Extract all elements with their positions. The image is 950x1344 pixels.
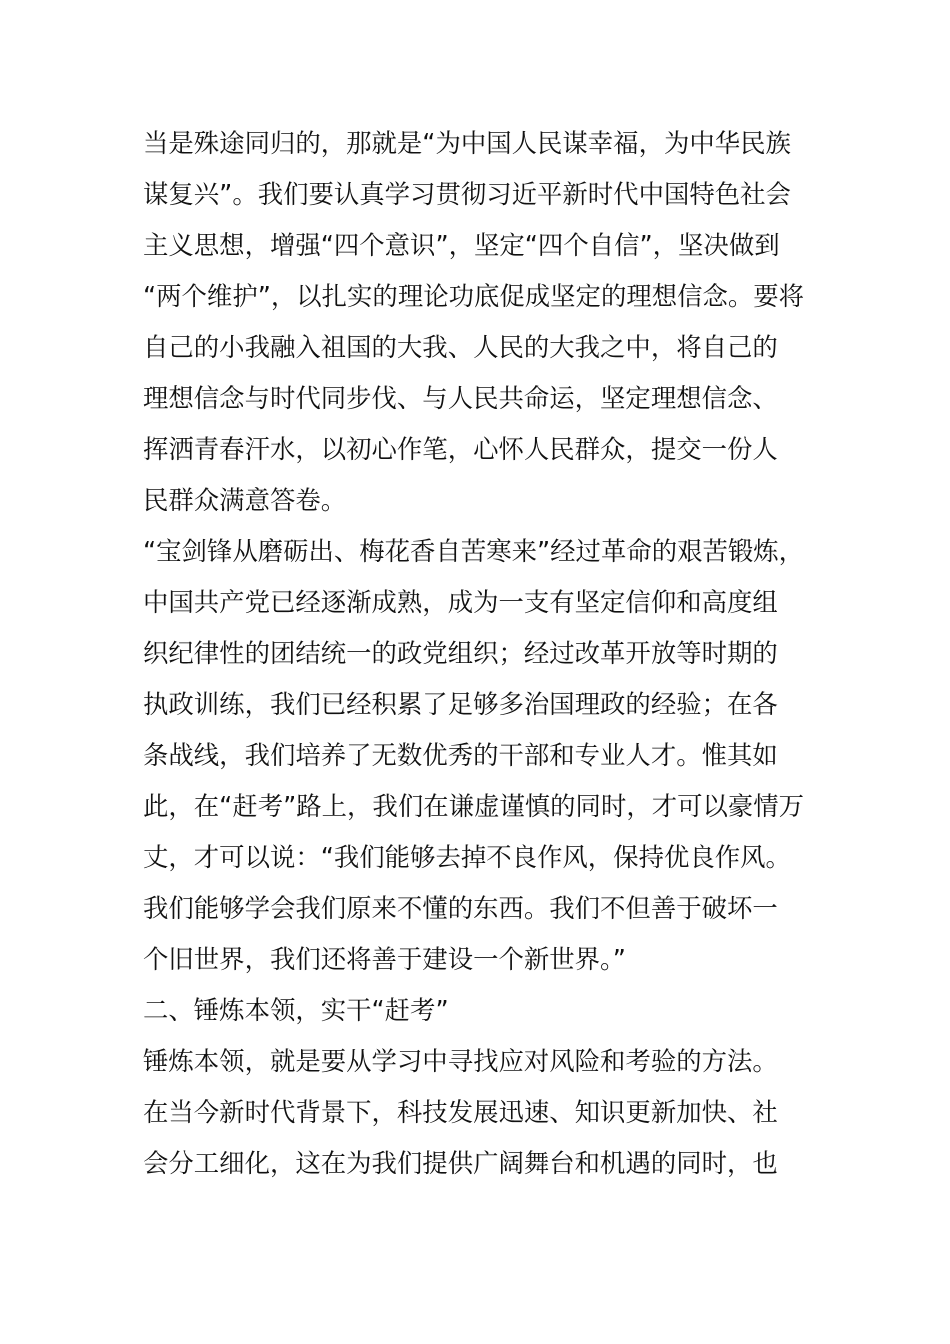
section-heading: 二、锤炼本领，实干“赶考” <box>143 995 449 1025</box>
text-line: 自己的小我融入祖国的大我、人民的大我之中，将自己的 <box>143 332 778 362</box>
text-line: 在当今新时代背景下，科技发展迅速、知识更新加快、社 <box>143 1097 778 1127</box>
text-line: 会分工细化，这在为我们提供广阔舞台和机遇的同时，也 <box>143 1148 778 1178</box>
text-line: 此，在“赶考”路上，我们在谦虚谨慎的同时，才可以豪情万 <box>143 791 805 821</box>
text-line: 中国共产党已经逐渐成熟，成为一支有坚定信仰和高度组 <box>143 587 778 617</box>
text-line: “宝剑锋从磨砺出、梅花香自苦寒来”经过革命的艰苦锻炼， <box>143 536 805 566</box>
text-line: 理想信念与时代同步伐、与人民共命运，坚定理想信念、 <box>143 383 778 413</box>
text-line: 谋复兴”。我们要认真学习贯彻习近平新时代中国特色社会 <box>143 179 791 209</box>
text-line: 民群众满意答卷。 <box>143 485 347 515</box>
text-line: 织纪律性的团结统一的政党组织；经过改革开放等时期的 <box>143 638 778 668</box>
text-line: 丈，才可以说：“我们能够去掉不良作风，保持优良作风。 <box>143 842 791 872</box>
text-line: “两个维护”，以扎实的理论功底促成坚定的理想信念。要将 <box>143 281 805 311</box>
text-line: 条战线，我们培养了无数优秀的干部和专业人才。惟其如 <box>143 740 778 770</box>
text-line: 执政训练，我们已经积累了足够多治国理政的经验；在各 <box>143 689 778 719</box>
text-line: 当是殊途同归的，那就是“为中国人民谋幸福，为中华民族 <box>143 128 791 158</box>
text-line: 个旧世界，我们还将善于建设一个新世界。” <box>143 944 626 974</box>
text-line: 锤炼本领，就是要从学习中寻找应对风险和考验的方法。 <box>143 1046 778 1076</box>
text-line: 我们能够学会我们原来不懂的东西。我们不但善于破坏一 <box>143 893 778 923</box>
text-line: 挥洒青春汗水，以初心作笔，心怀人民群众，提交一份人 <box>143 434 778 464</box>
text-line: 主义思想，增强“四个意识”，坚定“四个自信”，坚决做到 <box>143 230 780 260</box>
